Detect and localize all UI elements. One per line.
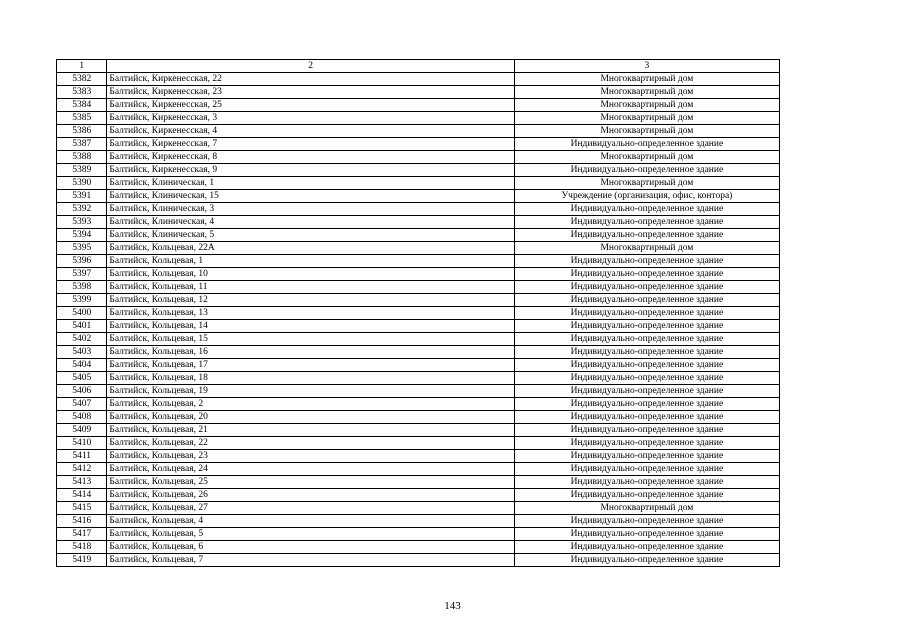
cell-number: 5390 bbox=[57, 177, 107, 190]
cell-address: Балтийск, Киркенесская, 9 bbox=[107, 164, 514, 177]
cell-address: Балтийск, Кольцевая, 24 bbox=[107, 463, 514, 476]
cell-number: 5402 bbox=[57, 333, 107, 346]
cell-number: 5412 bbox=[57, 463, 107, 476]
table-row bbox=[57, 151, 780, 164]
cell-number: 5404 bbox=[57, 359, 107, 372]
table-row bbox=[57, 554, 780, 567]
cell-type: Индивидуально-определенное здание bbox=[514, 216, 779, 229]
cell-address: Балтийск, Киркенесская, 7 bbox=[107, 138, 514, 151]
cell-address: Балтийск, Киркенесская, 23 bbox=[107, 86, 514, 99]
table-row bbox=[57, 229, 780, 242]
cell-address: Балтийск, Киркенесская, 3 bbox=[107, 112, 514, 125]
table-row bbox=[57, 99, 780, 112]
cell-address: Балтийск, Киркенесская, 8 bbox=[107, 151, 514, 164]
cell-address: Балтийск, Кольцевая, 13 bbox=[107, 307, 514, 320]
cell-number: 5395 bbox=[57, 242, 107, 255]
table-row bbox=[57, 73, 780, 86]
cell-address: Балтийск, Клиническая, 5 bbox=[107, 229, 514, 242]
cell-number: 5398 bbox=[57, 281, 107, 294]
table-row bbox=[57, 437, 780, 450]
table-row bbox=[57, 333, 780, 346]
cell-address: Балтийск, Кольцевая, 4 bbox=[107, 515, 514, 528]
table-row bbox=[57, 125, 780, 138]
cell-address: Балтийск, Кольцевая, 14 bbox=[107, 320, 514, 333]
cell-address: Балтийск, Кольцевая, 22 bbox=[107, 437, 514, 450]
cell-type: Учреждение (организация, офис, контора) bbox=[514, 190, 779, 203]
cell-address: Балтийск, Кольцевая, 5 bbox=[107, 528, 514, 541]
table-row bbox=[57, 476, 780, 489]
cell-type: Индивидуально-определенное здание bbox=[514, 294, 779, 307]
cell-type: Индивидуально-определенное здание bbox=[514, 463, 779, 476]
cell-number: 5393 bbox=[57, 216, 107, 229]
cell-address: Балтийск, Кольцевая, 20 bbox=[107, 411, 514, 424]
cell-address: Балтийск, Клиническая, 4 bbox=[107, 216, 514, 229]
cell-type: Индивидуально-определенное здание bbox=[514, 528, 779, 541]
cell-type: Индивидуально-определенное здание bbox=[514, 333, 779, 346]
cell-address: Балтийск, Кольцевая, 10 bbox=[107, 268, 514, 281]
table-row bbox=[57, 489, 780, 502]
cell-address: Балтийск, Кольцевая, 11 bbox=[107, 281, 514, 294]
cell-type: Индивидуально-определенное здание bbox=[514, 268, 779, 281]
cell-type: Индивидуально-определенное здание bbox=[514, 203, 779, 216]
header-cell-address: 2 bbox=[107, 60, 514, 73]
cell-number: 5416 bbox=[57, 515, 107, 528]
cell-type: Индивидуально-определенное здание bbox=[514, 554, 779, 567]
table-row bbox=[57, 320, 780, 333]
cell-type: Индивидуально-определенное здание bbox=[514, 359, 779, 372]
cell-number: 5419 bbox=[57, 554, 107, 567]
cell-address: Балтийск, Кольцевая, 2 bbox=[107, 398, 514, 411]
cell-number: 5411 bbox=[57, 450, 107, 463]
cell-type: Индивидуально-определенное здание bbox=[514, 515, 779, 528]
cell-number: 5407 bbox=[57, 398, 107, 411]
cell-number: 5385 bbox=[57, 112, 107, 125]
cell-address: Балтийск, Кольцевая, 1 bbox=[107, 255, 514, 268]
cell-address: Балтийск, Кольцевая, 6 bbox=[107, 541, 514, 554]
header-cell-number: 1 bbox=[57, 60, 107, 73]
table-row bbox=[57, 138, 780, 151]
table-row bbox=[57, 359, 780, 372]
cell-type: Индивидуально-определенное здание bbox=[514, 398, 779, 411]
cell-type: Многоквартирный дом bbox=[514, 151, 779, 164]
table-row bbox=[57, 216, 780, 229]
cell-number: 5418 bbox=[57, 541, 107, 554]
table-row bbox=[57, 281, 780, 294]
cell-address: Балтийск, Киркенесская, 22 bbox=[107, 73, 514, 86]
cell-number: 5389 bbox=[57, 164, 107, 177]
table-row bbox=[57, 411, 780, 424]
cell-number: 5391 bbox=[57, 190, 107, 203]
cell-type: Индивидуально-определенное здание bbox=[514, 424, 779, 437]
cell-type: Индивидуально-определенное здание bbox=[514, 138, 779, 151]
cell-type: Индивидуально-определенное здание bbox=[514, 541, 779, 554]
table-row bbox=[57, 190, 780, 203]
cell-number: 5383 bbox=[57, 86, 107, 99]
cell-type: Многоквартирный дом bbox=[514, 242, 779, 255]
cell-type: Индивидуально-определенное здание bbox=[514, 164, 779, 177]
cell-address: Балтийск, Клиническая, 1 bbox=[107, 177, 514, 190]
table-body bbox=[57, 73, 780, 567]
cell-address: Балтийск, Клиническая, 3 bbox=[107, 203, 514, 216]
table-row bbox=[57, 346, 780, 359]
cell-address: Балтийск, Кольцевая, 23 bbox=[107, 450, 514, 463]
table-row bbox=[57, 398, 780, 411]
page-number: 143 bbox=[444, 600, 461, 612]
cell-address: Балтийск, Киркенесская, 25 bbox=[107, 99, 514, 112]
cell-address: Балтийск, Кольцевая, 17 bbox=[107, 359, 514, 372]
cell-address: Балтийск, Киркенесская, 4 bbox=[107, 125, 514, 138]
table-row bbox=[57, 112, 780, 125]
cell-number: 5413 bbox=[57, 476, 107, 489]
cell-number: 5396 bbox=[57, 255, 107, 268]
cell-address: Балтийск, Клиническая, 15 bbox=[107, 190, 514, 203]
cell-type: Индивидуально-определенное здание bbox=[514, 320, 779, 333]
cell-address: Балтийск, Кольцевая, 25 bbox=[107, 476, 514, 489]
cell-address: Балтийск, Кольцевая, 16 bbox=[107, 346, 514, 359]
cell-type: Индивидуально-определенное здание bbox=[514, 255, 779, 268]
table-row bbox=[57, 307, 780, 320]
cell-type: Многоквартирный дом bbox=[514, 502, 779, 515]
cell-number: 5382 bbox=[57, 73, 107, 86]
table-row bbox=[57, 450, 780, 463]
cell-number: 5392 bbox=[57, 203, 107, 216]
cell-type: Индивидуально-определенное здание bbox=[514, 385, 779, 398]
table-row bbox=[57, 372, 780, 385]
cell-number: 5415 bbox=[57, 502, 107, 515]
table-row bbox=[57, 385, 780, 398]
cell-type: Индивидуально-определенное здание bbox=[514, 489, 779, 502]
header-row bbox=[57, 60, 780, 73]
cell-number: 5417 bbox=[57, 528, 107, 541]
cell-type: Индивидуально-определенное здание bbox=[514, 307, 779, 320]
cell-number: 5403 bbox=[57, 346, 107, 359]
cell-number: 5399 bbox=[57, 294, 107, 307]
table-row bbox=[57, 177, 780, 190]
table-row bbox=[57, 463, 780, 476]
cell-type: Многоквартирный дом bbox=[514, 177, 779, 190]
cell-number: 5414 bbox=[57, 489, 107, 502]
cell-address: Балтийск, Кольцевая, 19 bbox=[107, 385, 514, 398]
cell-type: Индивидуально-определенное здание bbox=[514, 346, 779, 359]
table-row bbox=[57, 86, 780, 99]
cell-number: 5384 bbox=[57, 99, 107, 112]
table-row bbox=[57, 242, 780, 255]
header-cell-type: 3 bbox=[514, 60, 779, 73]
cell-number: 5408 bbox=[57, 411, 107, 424]
cell-number: 5406 bbox=[57, 385, 107, 398]
address-table bbox=[56, 59, 780, 567]
table-row bbox=[57, 255, 780, 268]
cell-address: Балтийск, Кольцевая, 15 bbox=[107, 333, 514, 346]
cell-address: Балтийск, Кольцевая, 27 bbox=[107, 502, 514, 515]
cell-type: Индивидуально-определенное здание bbox=[514, 450, 779, 463]
cell-address: Балтийск, Кольцевая, 7 bbox=[107, 554, 514, 567]
cell-number: 5401 bbox=[57, 320, 107, 333]
table-header bbox=[57, 60, 780, 73]
table-row bbox=[57, 528, 780, 541]
cell-number: 5410 bbox=[57, 437, 107, 450]
table-row bbox=[57, 424, 780, 437]
cell-type: Индивидуально-определенное здание bbox=[514, 281, 779, 294]
table-row bbox=[57, 294, 780, 307]
cell-address: Балтийск, Кольцевая, 22А bbox=[107, 242, 514, 255]
cell-number: 5409 bbox=[57, 424, 107, 437]
table-row bbox=[57, 164, 780, 177]
cell-address: Балтийск, Кольцевая, 21 bbox=[107, 424, 514, 437]
cell-type: Многоквартирный дом bbox=[514, 99, 779, 112]
cell-number: 5387 bbox=[57, 138, 107, 151]
table-row bbox=[57, 541, 780, 554]
cell-number: 5394 bbox=[57, 229, 107, 242]
cell-number: 5405 bbox=[57, 372, 107, 385]
cell-number: 5397 bbox=[57, 268, 107, 281]
table-row bbox=[57, 515, 780, 528]
cell-type: Многоквартирный дом bbox=[514, 125, 779, 138]
cell-address: Балтийск, Кольцевая, 26 bbox=[107, 489, 514, 502]
cell-type: Индивидуально-определенное здание bbox=[514, 476, 779, 489]
cell-number: 5400 bbox=[57, 307, 107, 320]
cell-type: Индивидуально-определенное здание bbox=[514, 229, 779, 242]
cell-address: Балтийск, Кольцевая, 12 bbox=[107, 294, 514, 307]
cell-type: Индивидуально-определенное здание bbox=[514, 437, 779, 450]
table-row bbox=[57, 502, 780, 515]
cell-type: Многоквартирный дом bbox=[514, 112, 779, 125]
cell-type: Многоквартирный дом bbox=[514, 73, 779, 86]
cell-address: Балтийск, Кольцевая, 18 bbox=[107, 372, 514, 385]
cell-type: Индивидуально-определенное здание bbox=[514, 372, 779, 385]
cell-number: 5388 bbox=[57, 151, 107, 164]
cell-number: 5386 bbox=[57, 125, 107, 138]
table-row bbox=[57, 203, 780, 216]
table-row bbox=[57, 268, 780, 281]
cell-type: Индивидуально-определенное здание bbox=[514, 411, 779, 424]
cell-type: Многоквартирный дом bbox=[514, 86, 779, 99]
